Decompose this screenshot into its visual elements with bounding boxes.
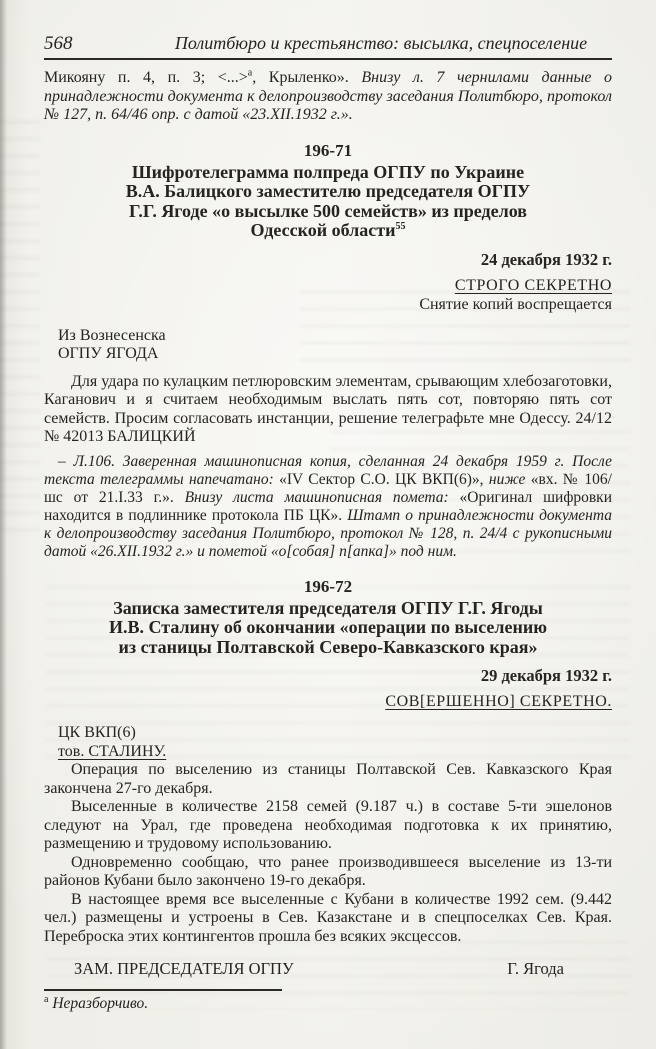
running-header bbox=[44, 33, 612, 60]
endnote-ref-55: 55 bbox=[395, 221, 406, 232]
doc-title-line: из станицы Полтавской Северо-Кавказского края» bbox=[118, 636, 538, 657]
doc-number: 196-72 bbox=[303, 576, 353, 596]
doc-title-line bbox=[44, 221, 612, 241]
footnote-text: Неразборчиво. bbox=[52, 995, 149, 1012]
telegram-body: Для удара по кулацким петлюровским элементам, срывающим хлебозаготовки, Каганович и я считаем необходимым выслать пять сот, повторяю пять сот семейств. Просим согласовать инстанции, решение телеграфьте мне Одессу. 24/12 № 42013 БАЛИЦКИЙ bbox=[44, 372, 612, 445]
doc-title bbox=[44, 599, 612, 658]
archival-note-run: Внизу листа машинописная помета: bbox=[184, 488, 460, 506]
doc-title-line: Шифротелеграмма полпреда ОГПУ по Украине bbox=[131, 161, 525, 182]
report-paragraph: Одновременно сообщаю, что ранее производившееся выселение из 13-ти районов Кубани было закончено 19-го декабря. bbox=[44, 853, 612, 889]
addressee-recipient bbox=[58, 743, 612, 762]
intro-note-archival-text: Внизу л. 7 чернилами данные о принадлежности документа к делопроизводству заседания Политбюро, протокол № 127, п. 64/46 опр. с датой «23.XII.1932 г.». bbox=[44, 69, 613, 123]
addressee-recipient: ОГПУ ЯГОДА bbox=[58, 345, 159, 362]
archival-note-run: «IV Сектор С.О. ЦК ВКП(6)», bbox=[279, 470, 489, 488]
doc-title-line: И.В. Сталину об окончании «операции по выселению bbox=[108, 617, 547, 637]
addressee-block bbox=[44, 327, 612, 364]
footnote-marker-a: а bbox=[247, 67, 253, 79]
page-gutter-shadow bbox=[0, 0, 7, 1049]
doc-196-71 bbox=[44, 141, 612, 561]
doc-number: 196-71 bbox=[303, 140, 353, 160]
archival-note-run: ниже bbox=[488, 470, 531, 488]
archival-note-run: «вх. № 106/шс от 21.I.33 г.». bbox=[44, 470, 612, 506]
secrecy-stamp-text: СТРОГО СЕКРЕТНО bbox=[454, 276, 612, 294]
footnote bbox=[44, 995, 612, 1013]
page-number: 568 bbox=[44, 33, 73, 54]
running-title: Политбюро и крестьянство: высылка, спецпоселение bbox=[174, 33, 588, 53]
doc-title-line: В.А. Балицкого заместителю председателя ОГПУ bbox=[125, 181, 531, 201]
intro-note-text: Микояну п. 4, п. 3; <...> bbox=[44, 69, 248, 86]
secrecy-stamp bbox=[44, 692, 612, 711]
addressee-org: ЦК ВКП(6) bbox=[58, 724, 136, 741]
doc-date: 29 декабря 1932 г. bbox=[480, 666, 612, 685]
archival-note-run: – Л.106. Заверенная машинописная копия, сделанная 24 декабря 1959 г. После текста телеграммы напечатано: bbox=[44, 452, 612, 488]
doc-196-72 bbox=[44, 577, 612, 980]
archival-note-run: «Оригинал шифровки находится в подлиннике протокола ПБ ЦК». bbox=[44, 488, 613, 524]
doc-title bbox=[44, 163, 612, 241]
signature-name: Г. Ягода bbox=[507, 959, 564, 978]
secrecy-stamp bbox=[44, 276, 612, 295]
doc-title-line: Г.Г. Ягоде «о высылке 500 семейств» из пределов bbox=[128, 200, 528, 221]
doc-title-line-text: Одесской области bbox=[250, 220, 396, 240]
report-paragraph: Операция по выселению из станицы Полтавской Сев. Кавказского Края закончена 27-го декабря. bbox=[44, 761, 612, 797]
copy-prohibition-note: Снятие копий воспрещается bbox=[419, 295, 612, 313]
signature-role: ЗАМ. ПРЕДСЕДАТЕЛЯ ОГПУ bbox=[74, 959, 294, 978]
secrecy-stamp-text: СОВ[ЕРШЕННО] СЕКРЕТНО. bbox=[385, 693, 612, 710]
signature-row bbox=[44, 959, 612, 979]
report-paragraph: Выселенные в количестве 2158 семей (9.187 ч.) в составе 5-ти эшелонов следуют на Урал, где проведена необходимая подготовка к их принятию, размещению и трудовому использованию. bbox=[44, 798, 612, 852]
addressee-recipient-text: тов. СТАЛИНУ. bbox=[58, 742, 167, 760]
addressee-block bbox=[44, 724, 612, 761]
bleedthrough-texture bbox=[0, 120, 40, 540]
archival-note-run: Штамп о принадлежности документа к делопроизводству заседания Политбюро, протокол № 128, п. 24/4 с рукописными датой «26.XII.1932 г.» и пометой «о[собая] п[апка]» под ним. bbox=[44, 506, 612, 560]
footnote-rule bbox=[44, 989, 282, 991]
report-paragraph: В настоящее время все выселенные с Кубани в количестве 1992 сем. (9.442 чел.) размещены и устроены в Сев. Казакстане и в спецпоселках Сев. Края. Переброска этих контингентов прошла без всяких эксцессов. bbox=[44, 890, 612, 945]
footnote-marker-a: а bbox=[44, 993, 49, 1005]
intro-note-text: , Крыленко». bbox=[252, 69, 362, 86]
archival-note bbox=[44, 453, 612, 561]
addressee-origin: Из Вознесенска bbox=[58, 326, 166, 344]
doc-date: 24 декабря 1932 г. bbox=[480, 249, 612, 269]
intro-note bbox=[44, 69, 612, 125]
doc-title-line: Записка заместителя председателя ОГПУ Г.Г. Ягоды bbox=[113, 597, 543, 618]
